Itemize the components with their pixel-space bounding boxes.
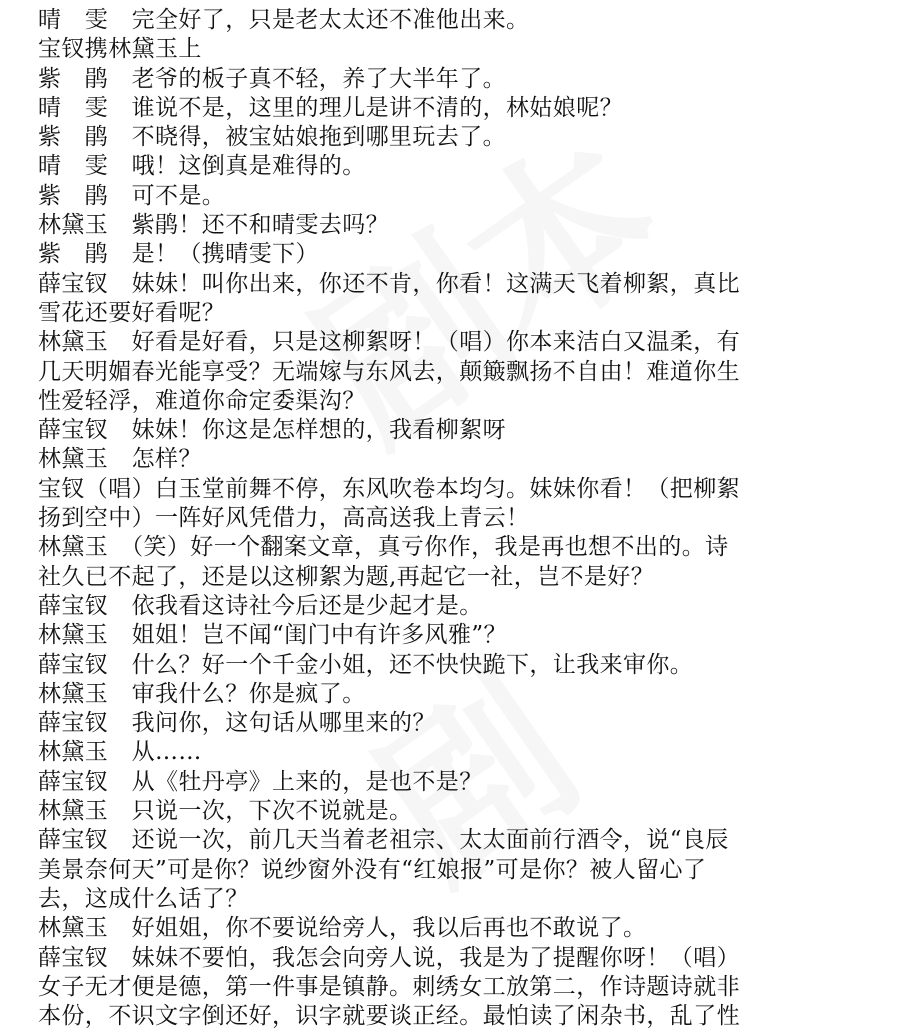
script-line: 紫 鹃 不晓得，被宝姑娘拖到哪里玩去了。 bbox=[38, 124, 506, 151]
script-line: 林黛玉 审我什么？你是疯了。 bbox=[38, 680, 366, 707]
script-line: 林黛玉 姐姐！岂不闻“闺门中有许多风雅”？ bbox=[38, 622, 507, 649]
script-line: 薛宝钗 妹妹！叫你出来，你还不肯，你看！这满天飞着柳絮，真比 bbox=[38, 270, 740, 297]
script-line: 林黛玉 （笑）好一个翻案文章，真亏你作，我是再也想不出的。诗 bbox=[38, 534, 729, 561]
script-line: 林黛玉 紫鹃！还不和晴雯去吗？ bbox=[38, 212, 389, 239]
script-line: 紫 鹃 老爷的板子真不轻，养了大半年了。 bbox=[38, 65, 506, 92]
stage-direction: 宝钗携林黛玉上 bbox=[38, 36, 202, 63]
script-line: 扬到空中）一阵好风凭借力，高高送我上青云！ bbox=[38, 505, 530, 532]
script-line: 林黛玉 好姐姐，你不要说给旁人，我以后再也不敢说了。 bbox=[38, 915, 647, 942]
script-line: 林黛玉 怎样？ bbox=[38, 446, 202, 473]
script-line: 社久已不起了，还是以这柳絮为题,再起它一社，岂不是好？ bbox=[38, 563, 655, 590]
script-line: 薛宝钗 什么？好一个千金小姐，还不快快跪下，让我来审你。 bbox=[38, 651, 694, 678]
script-line: 薛宝钗 妹妹！你这是怎样想的，我看柳絮呀 bbox=[38, 417, 506, 444]
script-line: 女子无才便是德，第一件事是镇静。刺绣女工放第二，作诗题诗就非 bbox=[38, 973, 740, 1000]
script-line: 林黛玉 从…… bbox=[38, 739, 202, 766]
script-line: 雪花还要好看呢？ bbox=[38, 299, 226, 326]
script-line: 薛宝钗 还说一次，前几天当着老祖宗、太太面前行酒令，说“良辰 bbox=[38, 827, 729, 854]
script-line: 宝钗（唱）白玉堂前舞不停，东风吹卷本均匀。妹妹你看！（把柳絮 bbox=[38, 475, 740, 502]
script-line: 去，这成什么话了？ bbox=[38, 885, 249, 912]
script-page bbox=[38, 6, 878, 1031]
script-line: 美景奈何天”可是你？说纱窗外没有“红娘报”可是你？被人留心了 bbox=[38, 856, 707, 883]
script-line: 晴 雯 完全好了，只是老太太还不准他出来。 bbox=[38, 7, 530, 33]
script-line: 紫 鹃 是！（携晴雯下） bbox=[38, 241, 319, 268]
script-line: 晴 雯 谁说不是，这里的理儿是讲不清的，林姑娘呢？ bbox=[38, 94, 623, 121]
script-line: 薛宝钗 我问你，这句话从哪里来的？ bbox=[38, 710, 436, 737]
script-line: 林黛玉 只说一次，下次不说就是。 bbox=[38, 798, 413, 825]
script-line: 林黛玉 好看是好看，只是这柳絮呀！（唱）你本来洁白又温柔，有 bbox=[38, 329, 740, 356]
script-line: 紫 鹃 可不是。 bbox=[38, 182, 226, 209]
script-line: 薛宝钗 妹妹不要怕，我怎会向旁人说，我是为了提醒你呀！（唱） bbox=[38, 944, 740, 971]
script-line: 薛宝钗 依我看这诗社今后还是少起才是。 bbox=[38, 592, 483, 619]
script-line: 薛宝钗 从《牡丹亭》上来的，是也不是？ bbox=[38, 768, 483, 795]
script-line: 性爱轻浮，难道你命定委渠沟？ bbox=[38, 387, 366, 414]
script-line: 本份，不识文字倒还好，识字就要谈正经。最怕读了闲杂书，乱了性 bbox=[38, 1003, 740, 1030]
script-line: 晴 雯 哦！这倒真是难得的。 bbox=[38, 153, 366, 180]
script-line: 几天明媚春光能享受？无端嫁与东风去，颠簸飘扬不自由！难道你生 bbox=[38, 358, 740, 385]
